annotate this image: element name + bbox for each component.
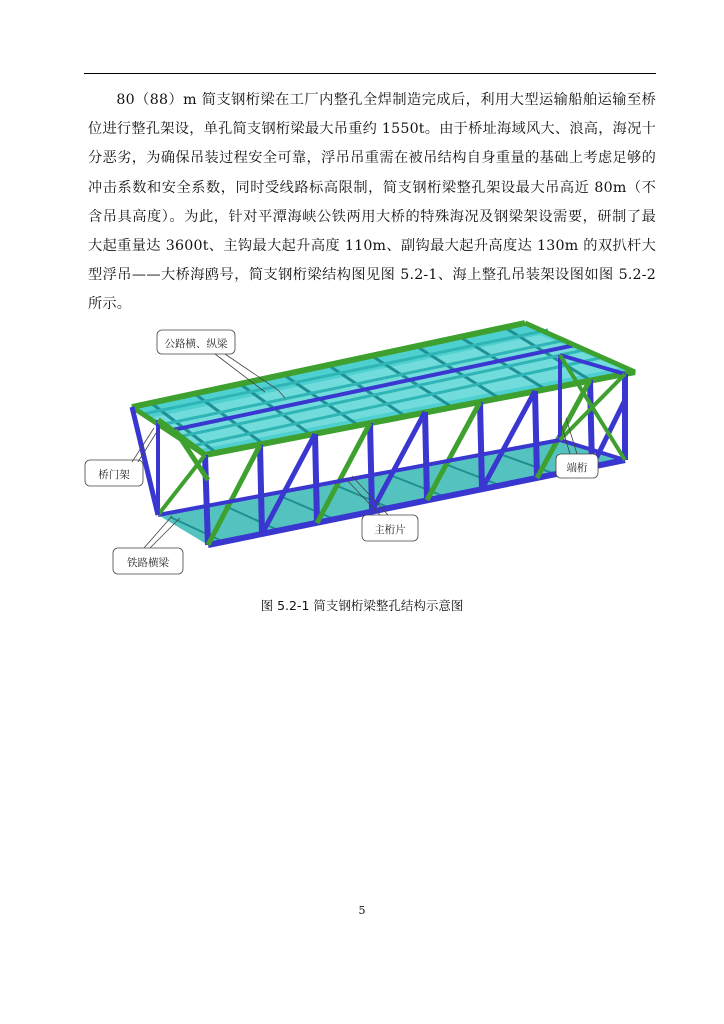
figure-caption: 图 5.2-1 简支钢桁梁整孔结构示意图 — [260, 598, 464, 613]
callout-portal-frame-label: 桥门架 — [98, 469, 130, 481]
callout-railway-beams — [113, 516, 183, 574]
callout-main-truss-label: 主桁片 — [374, 524, 406, 536]
body-paragraph: 80（88）m 简支钢桁梁在工厂内整孔全焊制造完成后，利用大型运输船舶运输至桥位进行整孔架设，单孔简支钢桁梁最大吊重约 1550t。由于桥址海域风大、浪高，海况十分恶劣，为确保吊装过程安全可靠，浮吊吊重需在被吊结构自身重量的基础上考虑足够的冲击系数和安全系数，同时受线路标高限制，简支钢桁梁整孔架设最大吊高近 80m（不含吊具高度）。为此，针对平潭海峡公铁两用大桥的特殊海况及钢梁架设需要，研制了最大起重量达 3600t、主钩最大起升高度 110m、副钩最大起升高度达 130m 的双扒杆大型浮吊——大桥海鸥号，简支钢桁梁结构图见图 5.2-1、海上整孔吊装架设图如图 5.2-2 所示。 — [88, 92, 656, 313]
callout-highway-beams-label: 公路横、纵梁 — [164, 338, 228, 350]
callout-end-truss-label: 端桁 — [566, 462, 588, 474]
callout-railway-beams-label: 铁路横梁 — [127, 557, 169, 569]
page-number: 5 — [358, 904, 366, 917]
